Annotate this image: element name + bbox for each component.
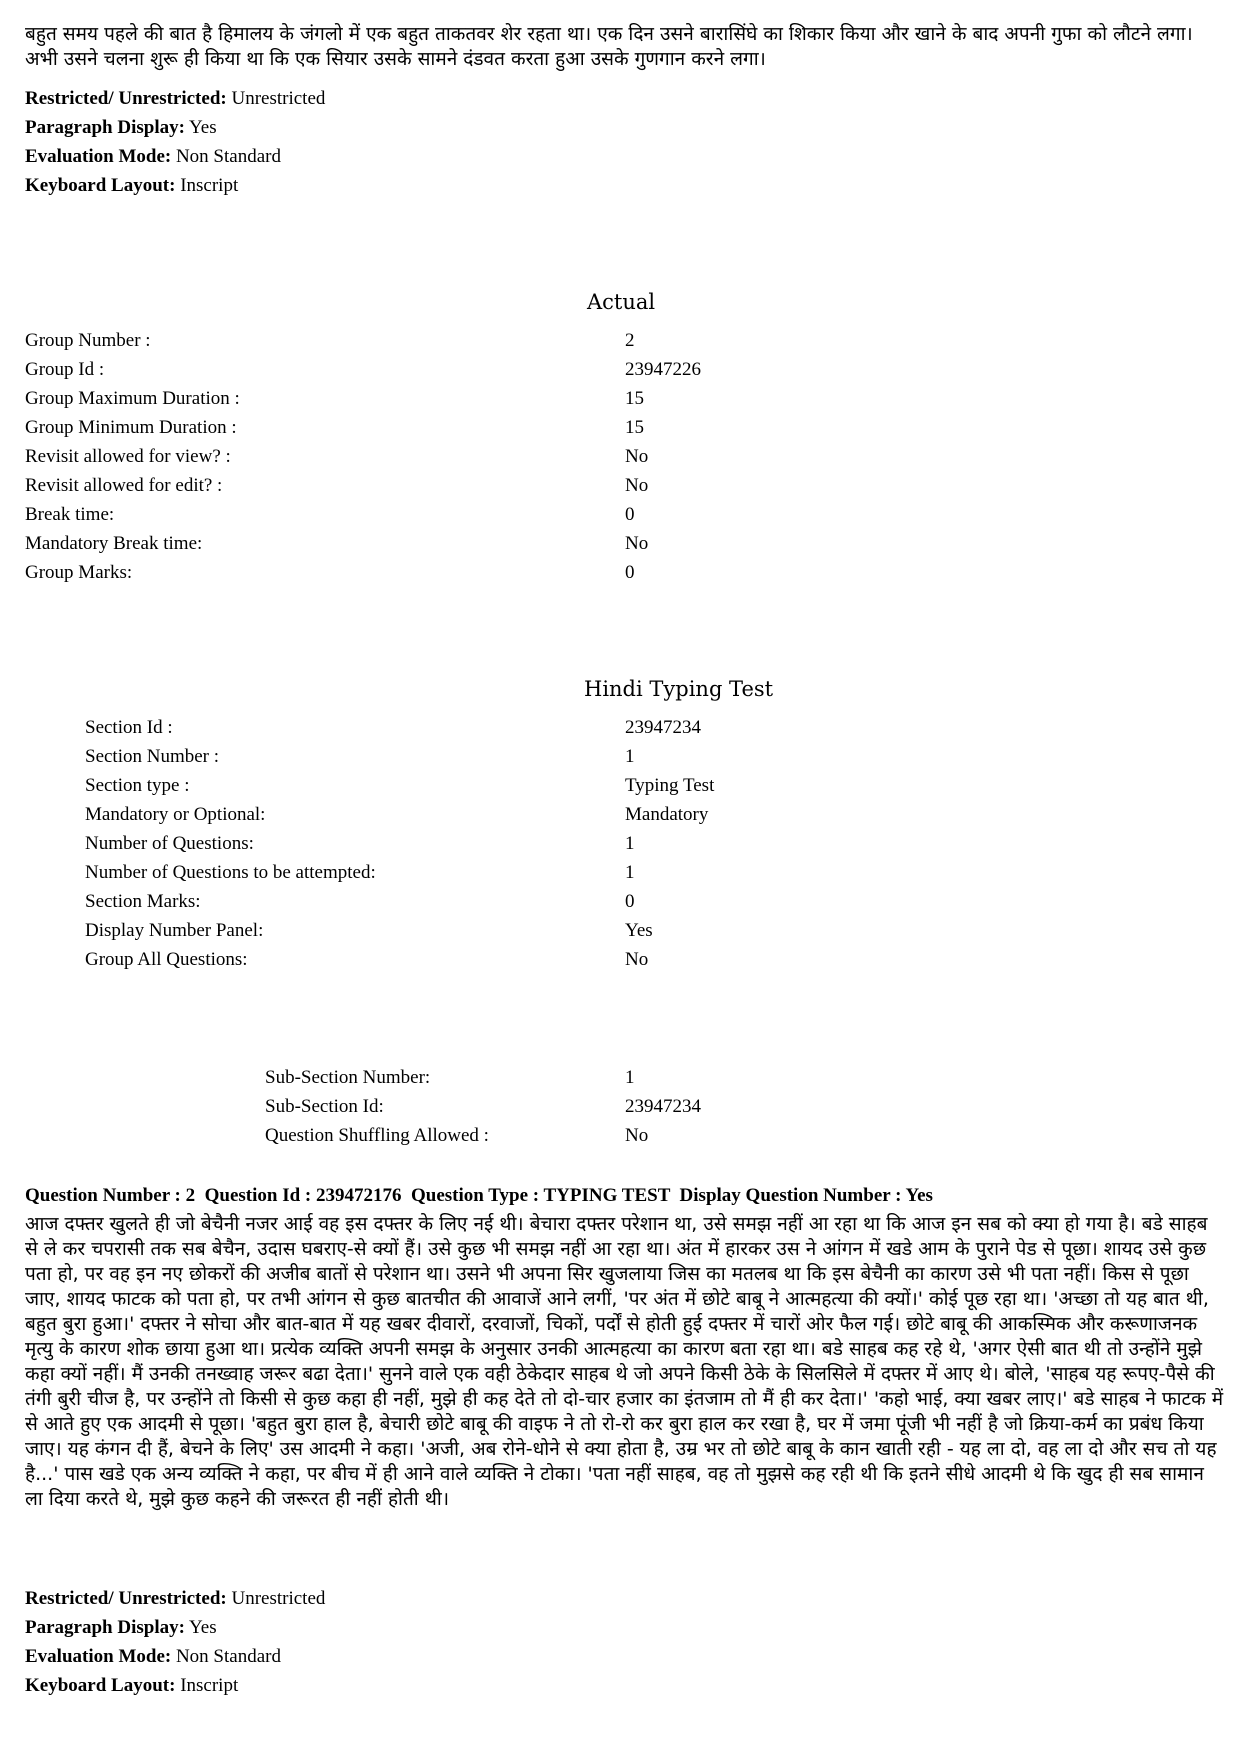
table-row: Revisit allowed for edit? : No [25,475,649,496]
table-row: Group Maximum Duration : 15 [25,388,644,409]
bottom-meta [25,1584,325,1700]
table-row: Question Shuffling Allowed : No [265,1125,649,1146]
table-row: Group Number : 2 [25,330,635,351]
meta-restricted: Restricted/ Unrestricted: Unrestricted [25,1588,326,1609]
group-table [25,326,701,587]
table-row: Group Id : 23947226 [25,359,701,380]
meta-restricted: Restricted/ Unrestricted: Unrestricted [25,88,326,109]
section-title: Hindi Typing Test [584,677,774,701]
table-row: Mandatory or Optional: Mandatory [85,804,709,825]
table-row: Mandatory Break time: No [25,533,649,554]
table-row: Group Minimum Duration : 15 [25,417,644,438]
top-meta [25,84,325,200]
table-row: Section Id : 23947234 [85,717,701,738]
meta-paragraph-display: Paragraph Display: Yes [25,1617,217,1638]
section-table [85,713,714,974]
meta-evaluation-mode: Evaluation Mode: Non Standard [25,146,281,167]
table-row: Group All Questions: No [85,949,649,970]
table-row: Section Marks: 0 [85,891,635,912]
table-row: Section Number : 1 [85,746,635,767]
subsection-table [265,1063,701,1150]
meta-evaluation-mode: Evaluation Mode: Non Standard [25,1646,281,1667]
meta-paragraph-display: Paragraph Display: Yes [25,117,217,138]
intro-passage: बहुत समय पहले की बात है हिमालय के जंगलो में एक बहुत ताकतवर शेर रहता था। एक दिन उसने बारासिंघे का शिकार किया और खाने के बाद अपनी गुफा को लौटने लगा। अभी उसने चलना शुरू ही किया था कि एक सियार उसके सामने दंडवत करता हुआ उसके गुणगान करने लगा। [25,23,1193,70]
group-title: Actual [587,290,656,314]
meta-keyboard-layout: Keyboard Layout: Inscript [25,1675,239,1696]
table-row: Number of Questions: 1 [85,833,635,854]
table-row: Section type : Typing Test [85,775,715,796]
table-row: Break time: 0 [25,504,635,525]
table-row: Number of Questions to be attempted: 1 [85,862,635,883]
question-header: Question Number : 2 Question Id : 239472176 Question Type : TYPING TEST Display Question Number : Yes [25,1185,933,1206]
table-row: Group Marks: 0 [25,562,635,583]
table-row: Display Number Panel: Yes [85,920,653,941]
table-row: Revisit allowed for view? : No [25,446,649,467]
table-row: Sub-Section Id: 23947234 [265,1096,701,1117]
table-row: Sub-Section Number: 1 [265,1067,635,1088]
meta-keyboard-layout: Keyboard Layout: Inscript [25,175,239,196]
question-passage: आज दफ्तर खुलते ही जो बेचैनी नजर आई वह इस दफ्तर के लिए नई थी। बेचारा दफ्तर परेशान था, उसे समझ नहीं आ रहा था कि आज इन सब को क्या हो गया है। बडे साहब से ले कर चपरासी तक सब बेचैन, उदास घबराए-से क्यों हैं। उसे कुछ भी समझ नहीं आ रहा था। अंत में हारकर उस ने आंगन में खडे आम के पुराने पेड से पूछा। शायद उसे कुछ पता हो, पर वह इन नए छोकरों की अजीब बातों से परेशान था। उसने भी अपना सिर खुजलाया जिस का मतलब था कि इस बेचैनी का कारण उसे भी पता नहीं। किस से पूछा जाए, शायद फाटक को पता हो, पर तभी आंगन से कुछ बातचीत की आवाजें आने लगीं, 'पर अंत में छोटे बाबू ने आत्महत्या की क्यों।' कोई पूछ रहा था। 'अच्छा तो यह बात थी, बहुत बुरा हुआ।' दफ्तर ने सोचा और बात-बात में यह खबर दीवारों, दरवाजों, चिकों, पर्दों से होती हुई दफ्तर में चारों ओर फैल गई। छोटे बाबू की आकस्मिक और करूणाजनक मृत्यु के कारण शोक छाया हुआ था। प्रत्येक व्यक्ति अपनी समझ के अनुसार उनकी आत्महत्या का कारण बता रहा था। बडे साहब कह रहे थे, 'अगर ऐसी बात थी तो उन्होंने मुझे कहा क्यों नहीं। मैं उनकी तनख्वाह जरूर बढा देता।' सुनने वाले एक वही ठेकेदार साहब थे जो अपने किसी ठेके के सिलसिले में दफ्तर में आए थे। बोले, 'साहब यह रूपए-पैसे की तंगी बुरी चीज है, पर उन्होंने तो किसी से कुछ कहा ही नहीं, मुझे ही कह देते तो दो-चार हजार का इंतजाम तो मैं ही कर देता।' 'कहो भाई, क्या खबर लाए।' बडे साहब ने फाटक में से आते हुए एक आदमी से पूछा। 'बहुत बुरा हाल है, बेचारी छोटे बाबू की वाइफ ने तो रो-रो कर बुरा हाल कर रखा है, घर में जमा पूंजी भी नहीं है जो क्रिया-कर्म का प्रबंध किया जाए। यह कंगन दी हैं, बेचने के लिए' उस आदमी ने कहा। 'अजी, अब रोने-धोने से क्या होता है, उम्र भर तो छोटे बाबू के कान खाती रही - यह ला दो, वह ला दो और सच तो यह है...' पास खडे एक अन्य व्यक्ति ने कहा, पर बीच में ही आने वाले व्यक्ति ने टोका। 'पता नहीं साहब, वह तो मुझसे कह रही थी कि इतने सीधे आदमी थे कि खुद ही सब सामान ला दिया करते थे, मुझे कुछ कहने की जरूरत ही नहीं होती थी। [25,1213,1224,1510]
